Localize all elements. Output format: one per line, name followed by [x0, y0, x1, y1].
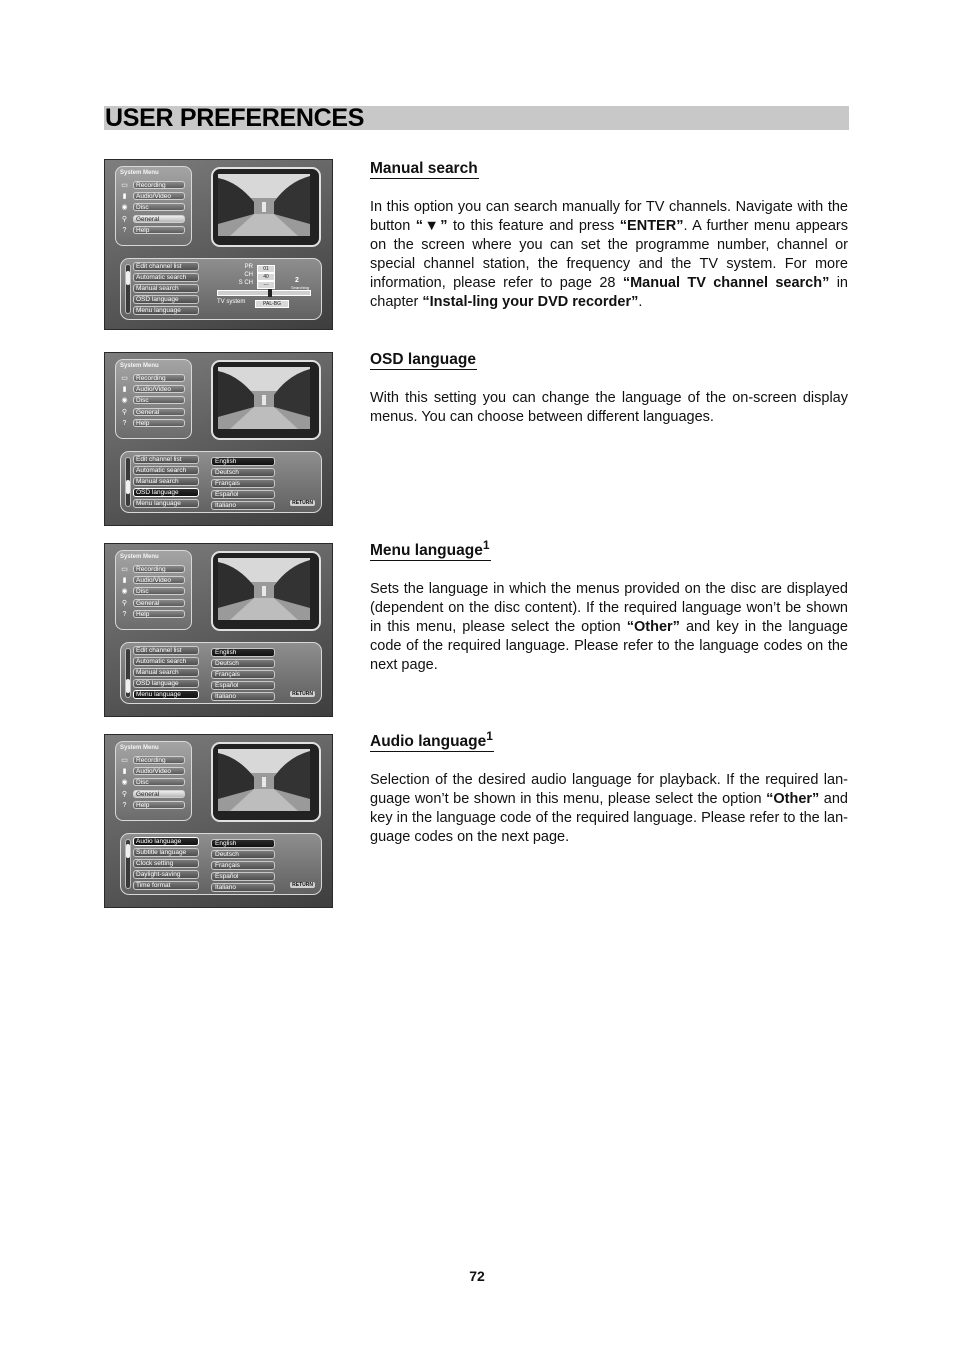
setup-item-osd-language: OSD language [133, 295, 199, 304]
menu-item-audio-video: Audio/Video [133, 767, 185, 775]
general-item-clock-setting: Clock setting [133, 859, 199, 868]
tv-preview [211, 360, 321, 440]
tv-preview [211, 167, 321, 247]
menu-item-help: Help [133, 226, 185, 234]
option-espanol: Español [211, 490, 275, 499]
system-menu-title: System Menu [120, 554, 159, 560]
system-menu [115, 359, 192, 439]
avenue-image [218, 174, 310, 236]
return-label: RETURN [292, 882, 313, 888]
option-francais: Français [211, 670, 275, 679]
system-menu [115, 741, 192, 821]
general-item-subtitle-language: Subtitle language [133, 848, 199, 857]
option-english: English [211, 457, 275, 466]
search-step: 2 [295, 277, 299, 284]
scrollbar [125, 839, 131, 889]
screenshot-audio-language [104, 734, 333, 908]
option-espanol: Español [211, 681, 275, 690]
recording-icon: ▭ [121, 375, 128, 382]
setup-item-edit-channel-list: Edit channel list [133, 646, 199, 655]
menu-item-help: Help [133, 801, 185, 809]
menu-item-recording: Recording [133, 565, 185, 573]
audio-video-icon: ▮ [122, 577, 127, 584]
menu-item-disc: Disc [133, 587, 185, 595]
disc-icon: ◉ [121, 397, 128, 404]
disc-icon: ◉ [121, 204, 128, 211]
sch-field: --- [257, 281, 275, 289]
page-number: 72 [469, 1268, 485, 1284]
help-icon: ? [122, 802, 127, 809]
scrollbar [125, 264, 131, 314]
menu-item-general: General [133, 790, 185, 798]
setup-item-edit-channel-list: Edit channel list [133, 262, 199, 271]
tv-system-label: TV system [217, 299, 246, 305]
general-item-daylight-saving: Daylight-saving [133, 870, 199, 879]
option-italiano: Italiano [211, 501, 275, 510]
option-italiano: Italiano [211, 692, 275, 701]
disc-icon: ◉ [121, 588, 128, 595]
setup-item-osd-language: OSD language [133, 679, 199, 688]
system-menu [115, 166, 192, 246]
ch-field: 40 [257, 273, 275, 281]
setup-item-automatic-search: Automatic search [133, 657, 199, 666]
menu-item-help: Help [133, 610, 185, 618]
menu-item-recording: Recording [133, 756, 185, 764]
setup-item-edit-channel-list: Edit channel list [133, 455, 199, 464]
setup-item-manual-search: Manual search [133, 284, 199, 293]
setup-item-automatic-search: Automatic search [133, 466, 199, 475]
avenue-image [218, 558, 310, 620]
screenshot-osd-language [104, 352, 333, 526]
audio-language-panel [120, 833, 322, 895]
page-title: USER PREFERENCES [105, 104, 365, 132]
manual-search-panel [120, 258, 322, 320]
menu-item-disc: Disc [133, 778, 185, 786]
pr-field: 01 [257, 265, 275, 273]
paragraph-osd-language: With this setting you can change the language of the on-screen display menus. You can choose between different languages. [370, 390, 848, 425]
system-menu [115, 550, 192, 630]
heading-audio-language: Audio language$^1$ [370, 729, 493, 750]
menu-item-audio-video: Audio/Video [133, 192, 185, 200]
general-icon: ⚲ [121, 791, 128, 798]
setup-item-menu-language: Menu language [133, 306, 199, 315]
setup-item-osd-language: OSD language [133, 488, 199, 497]
return-label: RETURN [292, 691, 313, 697]
general-item-time-format: Time format [133, 881, 199, 890]
help-icon: ? [122, 611, 127, 618]
menu-item-help: Help [133, 419, 185, 427]
return-label: RETURN [292, 500, 313, 506]
frequency-slider [217, 290, 311, 296]
avenue-image [218, 367, 310, 429]
sch-label: S CH [238, 280, 253, 286]
option-deutsch: Deutsch [211, 468, 275, 477]
general-icon: ⚲ [121, 409, 128, 416]
general-item-audio-language: Audio language [133, 837, 199, 846]
audio-video-icon: ▮ [122, 386, 127, 393]
heading-manual-search: Manual search [370, 160, 478, 177]
menu-item-disc: Disc [133, 396, 185, 404]
scrollbar [125, 457, 131, 507]
menu-item-general: General [133, 599, 185, 607]
recording-icon: ▭ [121, 182, 128, 189]
paragraph-menu-language: Sets the language in which the menus provided on the disc are displayed (dependent on the disc content). If the required language won’t be shown in this menu, please select the option “Other” and key in the language code of the required language. Please refer to the language codes on the next page. [370, 581, 848, 673]
tv-preview [211, 742, 321, 822]
general-icon: ⚲ [121, 216, 128, 223]
help-icon: ? [122, 227, 127, 234]
audio-video-icon: ▮ [122, 768, 127, 775]
page-title-bar [104, 106, 849, 130]
option-espanol: Español [211, 872, 275, 881]
menu-language-panel [120, 642, 322, 704]
menu-item-recording: Recording [133, 374, 185, 382]
option-francais: Français [211, 861, 275, 870]
heading-osd-language: OSD language [370, 351, 476, 368]
heading-menu-language: Menu language$^1$ [370, 538, 490, 559]
menu-item-audio-video: Audio/Video [133, 385, 185, 393]
setup-item-manual-search: Manual search [133, 668, 199, 677]
option-english: English [211, 648, 275, 657]
system-menu-title: System Menu [120, 363, 159, 369]
paragraph-manual-search: In this option you can search manually for TV channels. Navigate with the button “▼” to this feature and press “ENTER”. A further menu appears on the screen where you can set the programme number, channel or special channel station, the frequency and the TV system. For more information, please refer to page 28 “Manual TV channel search” in chapter “Instal-ling your DVD recorder”. [370, 199, 849, 310]
manual-search-form [213, 261, 317, 317]
option-deutsch: Deutsch [211, 659, 275, 668]
scrollbar [125, 648, 131, 698]
menu-item-disc: Disc [133, 203, 185, 211]
menu-item-audio-video: Audio/Video [133, 576, 185, 584]
menu-item-general: General [133, 408, 185, 416]
menu-item-general: General [133, 215, 185, 223]
option-francais: Français [211, 479, 275, 488]
ch-label: CH [244, 272, 253, 278]
tv-preview [211, 551, 321, 631]
system-menu-title: System Menu [120, 745, 159, 751]
option-english: English [211, 839, 275, 848]
screenshot-manual-search [104, 159, 333, 330]
menu-item-recording: Recording [133, 181, 185, 189]
help-icon: ? [122, 420, 127, 427]
pr-label: PR [244, 264, 253, 270]
setup-item-menu-language: Menu language [133, 499, 199, 508]
osd-language-panel [120, 451, 322, 513]
paragraph-audio-language: Selection of the desired audio language for playback. If the required lan-guage won’t be shown in this menu, please select the option “Other” and key in the language code of the required language. Please refer to the lan-guage codes on the next page. [370, 772, 848, 845]
screenshot-menu-language [104, 543, 333, 717]
setup-item-manual-search: Manual search [133, 477, 199, 486]
tv-system-field: PAL-BG [255, 300, 289, 308]
recording-icon: ▭ [121, 757, 128, 764]
avenue-image [218, 749, 310, 811]
setup-item-automatic-search: Automatic search [133, 273, 199, 282]
searching-label: Searching [291, 285, 310, 290]
disc-icon: ◉ [121, 779, 128, 786]
option-italiano: Italiano [211, 883, 275, 892]
option-deutsch: Deutsch [211, 850, 275, 859]
recording-icon: ▭ [121, 566, 128, 573]
general-icon: ⚲ [121, 600, 128, 607]
system-menu-title: System Menu [120, 170, 159, 176]
setup-item-menu-language: Menu language [133, 690, 199, 699]
audio-video-icon: ▮ [122, 193, 127, 200]
